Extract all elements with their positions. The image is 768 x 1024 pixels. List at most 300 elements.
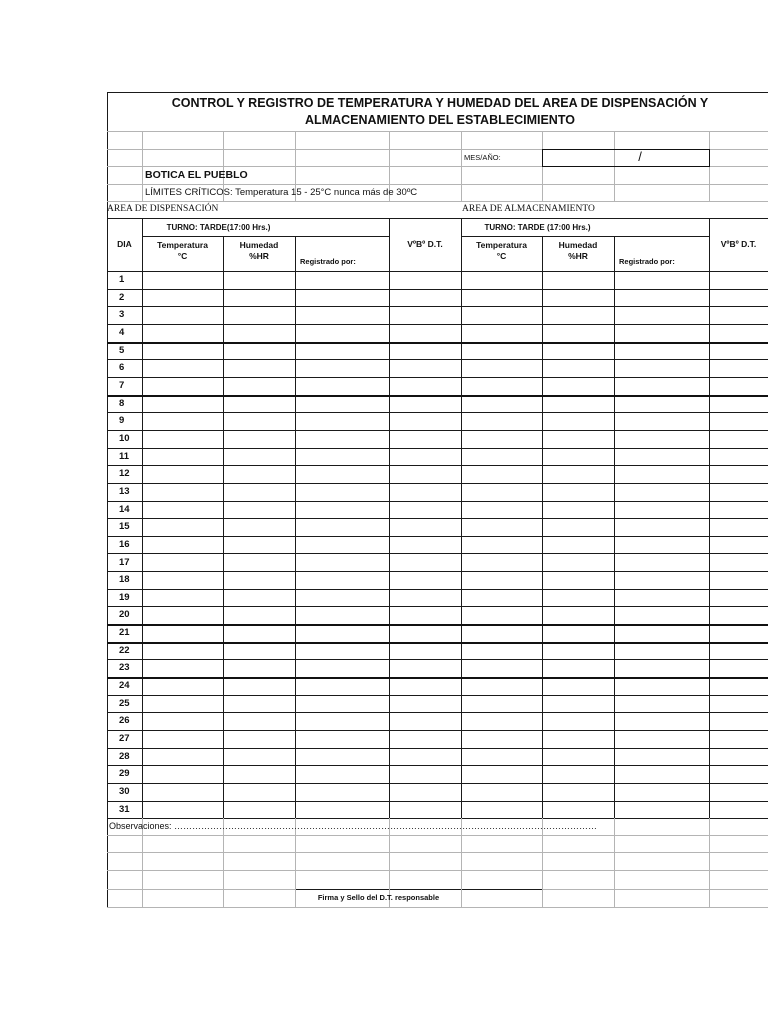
day-number: 10 bbox=[119, 432, 130, 444]
area-dispensacion-label: AREA DE DISPENSACIÓN bbox=[107, 203, 219, 214]
vobo-dispensacion-cell[interactable] bbox=[390, 784, 460, 800]
day-number: 29 bbox=[119, 768, 130, 780]
vobo-dispensacion-cell[interactable] bbox=[390, 802, 460, 818]
humidity-almacenamiento-cell[interactable] bbox=[543, 749, 613, 765]
temperature-dispensacion-cell[interactable] bbox=[143, 749, 222, 765]
vobo-almacenamiento-cell[interactable] bbox=[710, 343, 767, 359]
day-number: 3 bbox=[119, 309, 125, 321]
humidity-dispensacion-cell[interactable] bbox=[224, 554, 294, 570]
vobo-almacenamiento-cell[interactable] bbox=[710, 784, 767, 800]
shift-almacenamiento: TURNO: TARDE (17:00 Hrs.) bbox=[484, 222, 591, 232]
temperature-almacenamiento-cell[interactable] bbox=[462, 660, 541, 676]
temperature-almacenamiento-cell[interactable] bbox=[462, 554, 541, 570]
registered-by-almacenamiento-cell[interactable] bbox=[615, 343, 708, 359]
temperature-dispensacion-cell[interactable] bbox=[143, 413, 222, 429]
dia-header: DIA bbox=[117, 239, 132, 249]
humidity-dispensacion-cell[interactable] bbox=[224, 307, 294, 323]
humidity-dispensacion-cell[interactable] bbox=[224, 660, 294, 676]
day-number: 18 bbox=[119, 574, 130, 586]
temperature-almacenamiento-cell[interactable] bbox=[462, 360, 541, 376]
humidity-dispensacion-cell[interactable] bbox=[224, 413, 294, 429]
vobo-header-1: VºBº D.T. bbox=[407, 239, 443, 249]
registered-by-dispensacion-cell[interactable] bbox=[296, 554, 388, 570]
temperature-almacenamiento-cell[interactable] bbox=[462, 537, 541, 553]
vobo-almacenamiento-cell[interactable] bbox=[710, 413, 767, 429]
vobo-dispensacion-cell[interactable] bbox=[390, 519, 460, 535]
day-number: 15 bbox=[119, 521, 130, 533]
temperature-dispensacion-cell[interactable] bbox=[143, 343, 222, 359]
vobo-almacenamiento-cell[interactable] bbox=[710, 554, 767, 570]
humidity-almacenamiento-cell[interactable] bbox=[543, 537, 613, 553]
vobo-almacenamiento-cell[interactable] bbox=[710, 643, 767, 659]
day-number: 30 bbox=[119, 785, 130, 797]
humidity-almacenamiento-cell[interactable] bbox=[543, 290, 613, 306]
temperature-almacenamiento-cell[interactable] bbox=[462, 290, 541, 306]
vobo-almacenamiento-cell[interactable] bbox=[710, 731, 767, 747]
humidity-almacenamiento-cell[interactable] bbox=[543, 784, 613, 800]
vobo-dispensacion-cell[interactable] bbox=[390, 572, 460, 588]
registered-by-dispensacion-cell[interactable] bbox=[296, 713, 388, 729]
humidity-almacenamiento-cell[interactable] bbox=[543, 766, 613, 782]
registered-by-dispensacion-cell[interactable] bbox=[296, 431, 388, 447]
humidity-almacenamiento-cell[interactable] bbox=[543, 625, 613, 641]
day-number: 14 bbox=[119, 503, 130, 515]
humidity-almacenamiento-cell[interactable] bbox=[543, 396, 613, 412]
vobo-dispensacion-cell[interactable] bbox=[390, 749, 460, 765]
registered-by-almacenamiento-cell[interactable] bbox=[615, 643, 708, 659]
vobo-dispensacion-cell[interactable] bbox=[390, 554, 460, 570]
registered-by-almacenamiento-cell[interactable] bbox=[615, 360, 708, 376]
humidity-dispensacion-cell[interactable] bbox=[224, 519, 294, 535]
humidity-dispensacion-cell[interactable] bbox=[224, 572, 294, 588]
temperature-almacenamiento-cell[interactable] bbox=[462, 749, 541, 765]
registered-by-dispensacion-cell[interactable] bbox=[296, 660, 388, 676]
day-number: 1 bbox=[119, 274, 125, 286]
vobo-almacenamiento-cell[interactable] bbox=[710, 272, 767, 288]
vobo-almacenamiento-cell[interactable] bbox=[710, 519, 767, 535]
temperature-dispensacion-cell[interactable] bbox=[143, 696, 222, 712]
humidity-almacenamiento-cell[interactable] bbox=[543, 731, 613, 747]
humidity-almacenamiento-cell[interactable] bbox=[543, 449, 613, 465]
vobo-dispensacion-cell[interactable] bbox=[390, 660, 460, 676]
temperature-dispensacion-cell[interactable] bbox=[143, 519, 222, 535]
humidity-almacenamiento-cell[interactable] bbox=[543, 519, 613, 535]
mes-anio-field[interactable] bbox=[542, 149, 710, 167]
vobo-dispensacion-cell[interactable] bbox=[390, 272, 460, 288]
vobo-dispensacion-cell[interactable] bbox=[390, 343, 460, 359]
mes-anio-label: MES/AÑO: bbox=[464, 153, 501, 162]
day-number: 28 bbox=[119, 750, 130, 762]
humidity-almacenamiento-cell[interactable] bbox=[543, 431, 613, 447]
day-number: 16 bbox=[119, 538, 130, 550]
vobo-almacenamiento-cell[interactable] bbox=[710, 396, 767, 412]
temperature-dispensacion-cell[interactable] bbox=[143, 554, 222, 570]
registered-by-dispensacion-cell[interactable] bbox=[296, 625, 388, 641]
day-number: 7 bbox=[119, 379, 125, 391]
humidity-dispensacion-cell[interactable] bbox=[224, 466, 294, 482]
registered-by-almacenamiento-cell[interactable] bbox=[615, 802, 708, 818]
humidity-dispensacion-cell[interactable] bbox=[224, 625, 294, 641]
registered-by-almacenamiento-cell[interactable] bbox=[615, 466, 708, 482]
temperature-dispensacion-cell[interactable] bbox=[143, 307, 222, 323]
day-number: 26 bbox=[119, 715, 130, 727]
registered-by-almacenamiento-cell[interactable] bbox=[615, 519, 708, 535]
temperature-dispensacion-cell[interactable] bbox=[143, 731, 222, 747]
temperature-dispensacion-cell[interactable] bbox=[143, 784, 222, 800]
temperature-almacenamiento-cell[interactable] bbox=[462, 696, 541, 712]
registered-by-dispensacion-cell[interactable] bbox=[296, 325, 388, 341]
humidity-almacenamiento-cell[interactable] bbox=[543, 713, 613, 729]
registered-by-almacenamiento-cell[interactable] bbox=[615, 378, 708, 394]
humidity-dispensacion-cell[interactable] bbox=[224, 290, 294, 306]
humidity-dispensacion-cell[interactable] bbox=[224, 431, 294, 447]
day-number: 13 bbox=[119, 485, 130, 497]
humidity-dispensacion-cell[interactable] bbox=[224, 784, 294, 800]
registered-by-dispensacion-cell[interactable] bbox=[296, 413, 388, 429]
vobo-almacenamiento-cell[interactable] bbox=[710, 431, 767, 447]
humidity-dispensacion-cell[interactable] bbox=[224, 802, 294, 818]
vobo-dispensacion-cell[interactable] bbox=[390, 537, 460, 553]
registered-by-dispensacion-cell[interactable] bbox=[296, 607, 388, 623]
registered-by-almacenamiento-cell[interactable] bbox=[615, 749, 708, 765]
temperature-dispensacion-cell[interactable] bbox=[143, 449, 222, 465]
registered-by-almacenamiento-cell[interactable] bbox=[615, 484, 708, 500]
temperature-almacenamiento-cell[interactable] bbox=[462, 484, 541, 500]
temperature-almacenamiento-cell[interactable] bbox=[462, 378, 541, 394]
day-number: 24 bbox=[119, 680, 130, 692]
temperature-dispensacion-cell[interactable] bbox=[143, 802, 222, 818]
humidity-almacenamiento-cell[interactable] bbox=[543, 643, 613, 659]
registered-by-almacenamiento-cell[interactable] bbox=[615, 572, 708, 588]
temperature-almacenamiento-cell[interactable] bbox=[462, 572, 541, 588]
registered-by-dispensacion-cell[interactable] bbox=[296, 378, 388, 394]
temperature-dispensacion-cell[interactable] bbox=[143, 537, 222, 553]
registered-by-dispensacion-cell[interactable] bbox=[296, 749, 388, 765]
vobo-dispensacion-cell[interactable] bbox=[390, 466, 460, 482]
temperature-almacenamiento-cell[interactable] bbox=[462, 502, 541, 518]
vobo-almacenamiento-cell[interactable] bbox=[710, 449, 767, 465]
spacer-row-line bbox=[107, 131, 768, 132]
registered-by-almacenamiento-cell[interactable] bbox=[615, 325, 708, 341]
humidity-dispensacion-cell[interactable] bbox=[224, 696, 294, 712]
humidity-almacenamiento-cell[interactable] bbox=[543, 696, 613, 712]
humidity-dispensacion-cell[interactable] bbox=[224, 502, 294, 518]
vobo-dispensacion-cell[interactable] bbox=[390, 360, 460, 376]
vobo-dispensacion-cell[interactable] bbox=[390, 625, 460, 641]
registered-by-almacenamiento-cell[interactable] bbox=[615, 554, 708, 570]
lower-row-line bbox=[542, 889, 768, 890]
day-number: 25 bbox=[119, 697, 130, 709]
temperature-dispensacion-cell[interactable] bbox=[143, 431, 222, 447]
registered-by-almacenamiento-cell[interactable] bbox=[615, 678, 708, 694]
vobo-dispensacion-cell[interactable] bbox=[390, 502, 460, 518]
temperature-dispensacion-cell[interactable] bbox=[143, 590, 222, 606]
registered-by-dispensacion-cell[interactable] bbox=[296, 307, 388, 323]
registered-by-dispensacion-cell[interactable] bbox=[296, 802, 388, 818]
temperature-header-1 bbox=[142, 236, 223, 266]
vobo-dispensacion-cell[interactable] bbox=[390, 396, 460, 412]
temperature-almacenamiento-cell[interactable] bbox=[462, 325, 541, 341]
vobo-almacenamiento-cell[interactable] bbox=[710, 502, 767, 518]
temperature-dispensacion-cell[interactable] bbox=[143, 572, 222, 588]
humidity-dispensacion-cell[interactable] bbox=[224, 360, 294, 376]
registered-by-almacenamiento-cell[interactable] bbox=[615, 784, 708, 800]
humidity-dispensacion-cell[interactable] bbox=[224, 537, 294, 553]
registered-by-almacenamiento-cell[interactable] bbox=[615, 396, 708, 412]
humidity-dispensacion-cell[interactable] bbox=[224, 749, 294, 765]
registered-by-dispensacion-cell[interactable] bbox=[296, 343, 388, 359]
temperature-almacenamiento-cell[interactable] bbox=[462, 590, 541, 606]
vobo-dispensacion-cell[interactable] bbox=[390, 766, 460, 782]
temperature-dispensacion-cell[interactable] bbox=[143, 360, 222, 376]
registered-by-almacenamiento-cell[interactable] bbox=[615, 696, 708, 712]
mes-anio-separator: / bbox=[638, 148, 642, 164]
day-number: 5 bbox=[119, 344, 125, 356]
temperature-dispensacion-cell[interactable] bbox=[143, 607, 222, 623]
registered-by-almacenamiento-cell[interactable] bbox=[615, 502, 708, 518]
vobo-dispensacion-cell[interactable] bbox=[390, 678, 460, 694]
vobo-almacenamiento-cell[interactable] bbox=[710, 360, 767, 376]
signature-label: Firma y Sello del D.T. responsable bbox=[317, 893, 440, 902]
vobo-almacenamiento-cell[interactable] bbox=[710, 625, 767, 641]
temperature-dispensacion-cell[interactable] bbox=[143, 378, 222, 394]
registered-by-dispensacion-cell[interactable] bbox=[296, 360, 388, 376]
temperature-almacenamiento-cell[interactable] bbox=[462, 343, 541, 359]
vobo-dispensacion-cell[interactable] bbox=[390, 696, 460, 712]
temperature-almacenamiento-cell[interactable] bbox=[462, 766, 541, 782]
temperature-almacenamiento-cell[interactable] bbox=[462, 643, 541, 659]
temperature-dispensacion-cell[interactable] bbox=[143, 625, 222, 641]
critical-limits: LÍMITES CRÍTICOS: Temperatura 15 - 25°C nunca más de 30ºC bbox=[145, 186, 418, 198]
temperature-almacenamiento-cell[interactable] bbox=[462, 625, 541, 641]
temperature-almacenamiento-cell[interactable] bbox=[462, 784, 541, 800]
vobo-dispensacion-cell[interactable] bbox=[390, 731, 460, 747]
day-number: 6 bbox=[119, 362, 125, 374]
vobo-dispensacion-cell[interactable] bbox=[390, 590, 460, 606]
humidity-almacenamiento-cell[interactable] bbox=[543, 484, 613, 500]
vobo-dispensacion-cell[interactable] bbox=[390, 290, 460, 306]
temperature-almacenamiento-cell[interactable] bbox=[462, 713, 541, 729]
humidity-dispensacion-cell[interactable] bbox=[224, 325, 294, 341]
registered-by-almacenamiento-cell[interactable] bbox=[615, 713, 708, 729]
registered-by-almacenamiento-cell[interactable] bbox=[615, 431, 708, 447]
registered-by-almacenamiento-cell[interactable] bbox=[615, 413, 708, 429]
vobo-almacenamiento-cell[interactable] bbox=[710, 307, 767, 323]
day-number: 23 bbox=[119, 662, 130, 674]
humidity-almacenamiento-cell[interactable] bbox=[543, 360, 613, 376]
registered-by-dispensacion-cell[interactable] bbox=[296, 537, 388, 553]
day-number: 9 bbox=[119, 415, 125, 427]
temperature-dispensacion-cell[interactable] bbox=[143, 466, 222, 482]
registered-by-dispensacion-cell[interactable] bbox=[296, 396, 388, 412]
vobo-almacenamiento-cell[interactable] bbox=[710, 713, 767, 729]
vobo-dispensacion-cell[interactable] bbox=[390, 484, 460, 500]
day-number: 21 bbox=[119, 627, 130, 639]
temperature-dispensacion-cell[interactable] bbox=[143, 766, 222, 782]
vobo-almacenamiento-cell[interactable] bbox=[710, 537, 767, 553]
temperature-dispensacion-cell[interactable] bbox=[143, 325, 222, 341]
registered-by-dispensacion-cell[interactable] bbox=[296, 484, 388, 500]
registered-by-dispensacion-cell[interactable] bbox=[296, 519, 388, 535]
lower-row-line bbox=[107, 835, 768, 836]
registered-by-dispensacion-cell[interactable] bbox=[296, 272, 388, 288]
day-number: 22 bbox=[119, 644, 130, 656]
humidity-header-2 bbox=[542, 236, 614, 266]
vobo-almacenamiento-cell[interactable] bbox=[710, 590, 767, 606]
registered-by-almacenamiento-cell[interactable] bbox=[615, 449, 708, 465]
humidity-almacenamiento-cell[interactable] bbox=[543, 590, 613, 606]
registered-by-dispensacion-cell[interactable] bbox=[296, 502, 388, 518]
establishment-name: BOTICA EL PUEBLO bbox=[145, 168, 248, 181]
humidity-dispensacion-cell[interactable] bbox=[224, 590, 294, 606]
vobo-almacenamiento-cell[interactable] bbox=[710, 696, 767, 712]
vobo-almacenamiento-cell[interactable] bbox=[710, 484, 767, 500]
humidity-dispensacion-cell[interactable] bbox=[224, 607, 294, 623]
day-number: 11 bbox=[119, 450, 130, 462]
vobo-dispensacion-cell[interactable] bbox=[390, 413, 460, 429]
registered-by-dispensacion-cell[interactable] bbox=[296, 731, 388, 747]
humidity-almacenamiento-cell[interactable] bbox=[543, 502, 613, 518]
registered-by-dispensacion-cell[interactable] bbox=[296, 590, 388, 606]
humidity-dispensacion-cell[interactable] bbox=[224, 378, 294, 394]
humidity-dispensacion-cell[interactable] bbox=[224, 484, 294, 500]
registered-by-almacenamiento-cell[interactable] bbox=[615, 290, 708, 306]
humidity-unit: %HR bbox=[568, 251, 588, 261]
lower-row-line bbox=[107, 870, 768, 871]
humidity-dispensacion-cell[interactable] bbox=[224, 449, 294, 465]
registered-by-dispensacion-cell[interactable] bbox=[296, 643, 388, 659]
humidity-dispensacion-cell[interactable] bbox=[224, 678, 294, 694]
registered-by-dispensacion-cell[interactable] bbox=[296, 290, 388, 306]
humidity-almacenamiento-cell[interactable] bbox=[543, 307, 613, 323]
temperature-dispensacion-cell[interactable] bbox=[143, 484, 222, 500]
vobo-almacenamiento-cell[interactable] bbox=[710, 572, 767, 588]
registered-by-almacenamiento-cell[interactable] bbox=[615, 731, 708, 747]
day-number: 12 bbox=[119, 468, 130, 480]
temperature-dispensacion-cell[interactable] bbox=[143, 272, 222, 288]
vobo-almacenamiento-cell[interactable] bbox=[710, 802, 767, 818]
day-number: 2 bbox=[119, 291, 125, 303]
humidity-label: Humedad bbox=[558, 240, 598, 250]
humidity-header-1 bbox=[223, 236, 295, 266]
day-number: 20 bbox=[119, 609, 130, 621]
temperature-dispensacion-cell[interactable] bbox=[143, 678, 222, 694]
temperature-almacenamiento-cell[interactable] bbox=[462, 731, 541, 747]
temperature-almacenamiento-cell[interactable] bbox=[462, 466, 541, 482]
registered-by-almacenamiento-cell[interactable] bbox=[615, 307, 708, 323]
registered-by-almacenamiento-cell[interactable] bbox=[615, 607, 708, 623]
observations-line[interactable]: Observaciones: …………………………………………………………………………………………………………………………… bbox=[109, 821, 598, 832]
vobo-almacenamiento-cell[interactable] bbox=[710, 378, 767, 394]
vobo-dispensacion-cell[interactable] bbox=[390, 378, 460, 394]
vobo-almacenamiento-cell[interactable] bbox=[710, 766, 767, 782]
registered-by-dispensacion-cell[interactable] bbox=[296, 572, 388, 588]
humidity-almacenamiento-cell[interactable] bbox=[543, 660, 613, 676]
humidity-dispensacion-cell[interactable] bbox=[224, 643, 294, 659]
temperature-almacenamiento-cell[interactable] bbox=[462, 802, 541, 818]
humidity-dispensacion-cell[interactable] bbox=[224, 396, 294, 412]
vobo-dispensacion-cell[interactable] bbox=[390, 449, 460, 465]
humidity-dispensacion-cell[interactable] bbox=[224, 272, 294, 288]
registered-by-almacenamiento-cell[interactable] bbox=[615, 660, 708, 676]
registered-by-dispensacion-cell[interactable] bbox=[296, 696, 388, 712]
vobo-almacenamiento-cell[interactable] bbox=[710, 607, 767, 623]
humidity-almacenamiento-cell[interactable] bbox=[543, 466, 613, 482]
registered-by-dispensacion-cell[interactable] bbox=[296, 449, 388, 465]
temperature-dispensacion-cell[interactable] bbox=[143, 290, 222, 306]
humidity-almacenamiento-cell[interactable] bbox=[543, 378, 613, 394]
temperature-unit: °C bbox=[496, 251, 507, 261]
vobo-dispensacion-cell[interactable] bbox=[390, 307, 460, 323]
vobo-dispensacion-cell[interactable] bbox=[390, 325, 460, 341]
vobo-dispensacion-cell[interactable] bbox=[390, 713, 460, 729]
registered-by-dispensacion-cell[interactable] bbox=[296, 678, 388, 694]
shift-dispensacion: TURNO: TARDE(17:00 Hrs.) bbox=[166, 222, 271, 232]
registered-by-almacenamiento-cell[interactable] bbox=[615, 537, 708, 553]
registered-by-almacenamiento-cell[interactable] bbox=[615, 625, 708, 641]
vobo-almacenamiento-cell[interactable] bbox=[710, 466, 767, 482]
vobo-dispensacion-cell[interactable] bbox=[390, 643, 460, 659]
temperature-almacenamiento-cell[interactable] bbox=[462, 678, 541, 694]
registered-by-almacenamiento-cell[interactable] bbox=[615, 272, 708, 288]
vobo-almacenamiento-cell[interactable] bbox=[710, 749, 767, 765]
temperature-dispensacion-cell[interactable] bbox=[143, 643, 222, 659]
humidity-almacenamiento-cell[interactable] bbox=[543, 554, 613, 570]
temperature-dispensacion-cell[interactable] bbox=[143, 502, 222, 518]
registered-by-almacenamiento-cell[interactable] bbox=[615, 766, 708, 782]
lower-row-line bbox=[107, 852, 768, 853]
registered-by-header-1: Registrado por: bbox=[300, 257, 356, 266]
temperature-almacenamiento-cell[interactable] bbox=[462, 607, 541, 623]
temperature-dispensacion-cell[interactable] bbox=[143, 713, 222, 729]
vobo-almacenamiento-cell[interactable] bbox=[710, 660, 767, 676]
humidity-dispensacion-cell[interactable] bbox=[224, 731, 294, 747]
vobo-header-2: VºBº D.T. bbox=[720, 239, 757, 249]
vobo-dispensacion-cell[interactable] bbox=[390, 431, 460, 447]
vobo-almacenamiento-cell[interactable] bbox=[710, 678, 767, 694]
temperature-almacenamiento-cell[interactable] bbox=[462, 413, 541, 429]
temperature-almacenamiento-cell[interactable] bbox=[462, 449, 541, 465]
vobo-dispensacion-cell[interactable] bbox=[390, 607, 460, 623]
vobo-almacenamiento-cell[interactable] bbox=[710, 290, 767, 306]
registered-by-dispensacion-cell[interactable] bbox=[296, 766, 388, 782]
temperature-almacenamiento-cell[interactable] bbox=[462, 307, 541, 323]
temperature-almacenamiento-cell[interactable] bbox=[462, 272, 541, 288]
temperature-almacenamiento-cell[interactable] bbox=[462, 396, 541, 412]
humidity-almacenamiento-cell[interactable] bbox=[543, 325, 613, 341]
humidity-almacenamiento-cell[interactable] bbox=[543, 343, 613, 359]
temperature-dispensacion-cell[interactable] bbox=[143, 660, 222, 676]
temperature-unit: °C bbox=[177, 251, 188, 261]
vobo-almacenamiento-cell[interactable] bbox=[710, 325, 767, 341]
humidity-dispensacion-cell[interactable] bbox=[224, 766, 294, 782]
humidity-almacenamiento-cell[interactable] bbox=[543, 272, 613, 288]
humidity-almacenamiento-cell[interactable] bbox=[543, 802, 613, 818]
temperature-almacenamiento-cell[interactable] bbox=[462, 519, 541, 535]
humidity-almacenamiento-cell[interactable] bbox=[543, 572, 613, 588]
humidity-almacenamiento-cell[interactable] bbox=[543, 678, 613, 694]
humidity-almacenamiento-cell[interactable] bbox=[543, 607, 613, 623]
temperature-dispensacion-cell[interactable] bbox=[143, 396, 222, 412]
registered-by-header-2: Registrado por: bbox=[619, 257, 675, 266]
registered-by-dispensacion-cell[interactable] bbox=[296, 466, 388, 482]
humidity-dispensacion-cell[interactable] bbox=[224, 343, 294, 359]
temperature-almacenamiento-cell[interactable] bbox=[462, 431, 541, 447]
humidity-dispensacion-cell[interactable] bbox=[224, 713, 294, 729]
registered-by-almacenamiento-cell[interactable] bbox=[615, 590, 708, 606]
registered-by-dispensacion-cell[interactable] bbox=[296, 784, 388, 800]
humidity-almacenamiento-cell[interactable] bbox=[543, 413, 613, 429]
